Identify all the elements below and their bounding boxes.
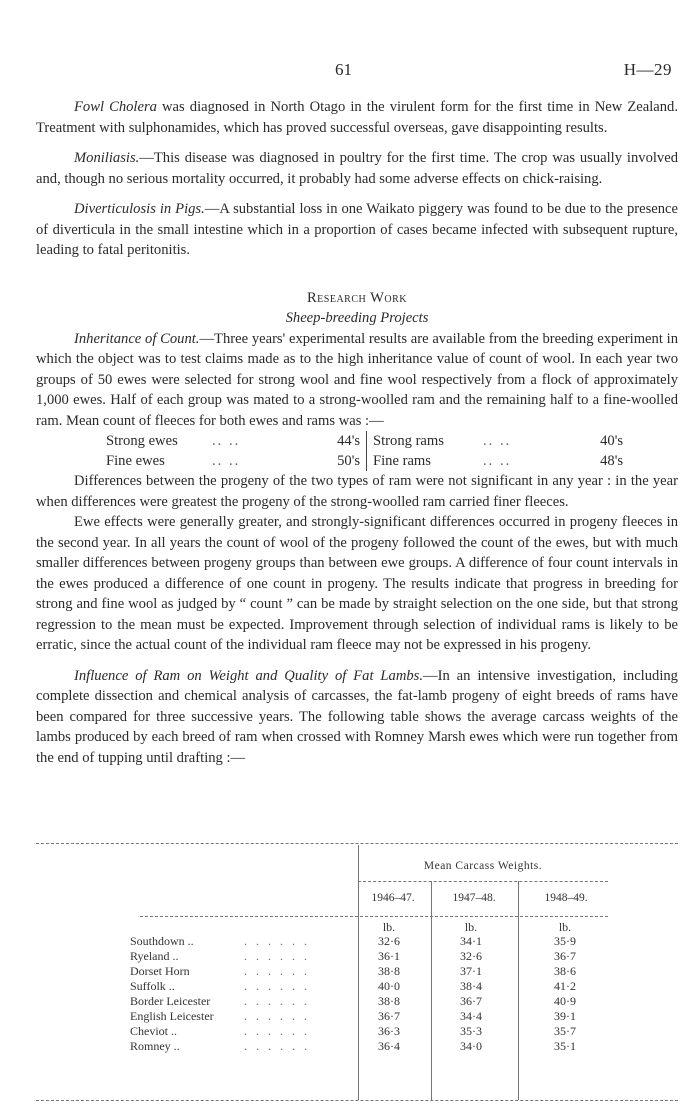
influence-text: —In an intensive investigation, including complete dissection and chemical analysis of carcasses, the fat-lamb progeny of eight breeds of rams have been compared for three successive years. The following table shows the average carcass weights of the lambs produced by each breed of ram when crossed with Romney Marsh ewes which were run together from the end of tupping until drafting :— xyxy=(36,667,678,766)
weight-value: 35·3 xyxy=(460,1024,482,1038)
breed-name: Dorset Horn xyxy=(130,964,190,978)
weight-value: 36·7 xyxy=(554,949,576,963)
fleece-left-value: 50's xyxy=(302,451,367,471)
paragraph-ewe-effects: Ewe effects were generally greater, and strongly-significant differences occurred in progeny fleeces in the second year. In all years the count of wool of the progeny followed the count of the ewes, but with much smaller differences between progeny groups than between ewe groups. A difference of four count intervals in the ewes produced a difference of one count in progeny. The results indicate that progress in breeding for strong and fine wool as judged by “ count ” can be made by straight selection on the one side, but that strong regression to the mean must be expected. Improvement through selection of individual rams is likely to be erratic, since the actual count of the individual ram fleece may not be expressed in his progeny. xyxy=(36,514,678,653)
inheritance-text: —Three years' experimental results are available from the breeding experiment in which the object was to test claims made as to the high inheritance value of count of wool. In each year two groups of 50 ewes were selected for strong wool and fine wool respectively from a flock of approximately 1,000 ewes. Half of each group was mated to a strong-woolled ram and the remaining half to a fine-woolled ram. Mean count of fleeces for both ewes and rams was :— xyxy=(36,330,678,429)
weight-value: 35·9 xyxy=(554,934,576,948)
row-leader-dots: . . . . . . xyxy=(244,1009,310,1023)
unit-label: lb. xyxy=(382,920,396,934)
breed-name: Suffolk .. xyxy=(130,979,175,993)
fleece-right-label: Fine rams xyxy=(373,453,431,469)
moniliasis-text: —This disease was diagnosed in poultry for the first time. The crop was usually involved and, though no serious mortality occurred, it probably had some adverse effects on chick-raising. xyxy=(36,150,678,187)
table-row xyxy=(130,934,610,948)
paragraph-fowl-cholera xyxy=(36,97,678,138)
row-leader-dots: . . . . . . xyxy=(244,979,310,993)
fleece-left-label: Strong ewes xyxy=(106,433,178,449)
table-group-header: Mean Carcass Weights. xyxy=(423,860,543,872)
moniliasis-title: Moniliasis. xyxy=(74,150,140,166)
table-unit-row xyxy=(130,920,610,934)
weight-value: 36·1 xyxy=(378,949,400,963)
fleece-right-value: 40's xyxy=(600,433,623,449)
fleece-left-value: 44's xyxy=(302,431,367,451)
weight-value: 39·1 xyxy=(554,1009,576,1023)
influence-title: Influence of Ram on Weight and Quality of Fat Lambs. xyxy=(74,667,423,684)
row-leader-dots: . . . . . . xyxy=(244,994,310,1008)
paragraph-influence xyxy=(36,666,678,769)
table-row xyxy=(130,1024,610,1038)
fleece-left-dots: .. .. xyxy=(212,453,241,469)
breed-name: Ryeland .. xyxy=(130,949,179,963)
diverticulosis-title: Diverticulosis in Pigs. xyxy=(74,201,205,217)
weight-value: 38·4 xyxy=(460,979,482,993)
fleece-right-dots: .. .. xyxy=(483,433,512,449)
breed-name: Romney .. xyxy=(130,1039,180,1053)
breed-name: Border Leicester xyxy=(130,994,211,1008)
weight-value: 36·3 xyxy=(378,1024,400,1038)
weight-value: 36·7 xyxy=(460,994,482,1008)
table-row xyxy=(130,1009,610,1023)
row-leader-dots: . . . . . . xyxy=(244,964,310,978)
table-header-rule xyxy=(358,881,608,882)
weight-value: 38·6 xyxy=(554,964,576,978)
section-subheading: Sheep-breeding Projects xyxy=(285,310,429,326)
fleece-left-label: Fine ewes xyxy=(106,453,165,469)
diverticulosis-text: —A substantial loss in one Waikato piggery was found to be due to the presence of diverticula in the small intestine which in a proportion of cases became infected with subsequent rupture, leading to fatal peritonitis. xyxy=(36,201,678,258)
weight-value: 41·2 xyxy=(554,979,576,993)
breed-name: English Leicester xyxy=(130,1009,214,1023)
fleece-right-label: Strong rams xyxy=(373,433,444,449)
paragraph-differences: Differences between the progeny of the two types of ram were not significant in any year : in the year when differences were greatest the progeny of the strong-woolled ram carried finer fleeces. xyxy=(36,473,678,510)
weight-value: 35·1 xyxy=(554,1039,576,1053)
table-row xyxy=(130,964,610,978)
breed-name: Southdown .. xyxy=(130,934,194,948)
paragraph-moniliasis xyxy=(36,148,678,189)
weight-value: 34·0 xyxy=(460,1039,482,1053)
fleece-right-value: 48's xyxy=(600,453,623,469)
fleece-right-dots: .. .. xyxy=(483,453,512,469)
fleece-row xyxy=(106,431,623,451)
weight-value: 37·1 xyxy=(460,964,482,978)
weight-value: 36·4 xyxy=(378,1039,400,1053)
row-leader-dots: . . . . . . xyxy=(244,949,310,963)
paragraph-diverticulosis xyxy=(36,199,678,261)
section-heading: Research Work xyxy=(306,289,408,306)
table-bottom-rule xyxy=(36,1100,678,1101)
table-row xyxy=(130,994,610,1008)
paragraph-inheritance xyxy=(36,329,678,432)
weight-value: 35·7 xyxy=(554,1024,576,1038)
weight-value: 32·6 xyxy=(460,949,482,963)
row-leader-dots: . . . . . . xyxy=(244,934,310,948)
document-code: H—29 xyxy=(623,60,672,79)
weight-value: 32·6 xyxy=(378,934,400,948)
table-year-header: 1948–49. xyxy=(544,892,588,904)
weight-value: 38·8 xyxy=(378,964,400,978)
table-row xyxy=(130,979,610,993)
weight-value: 40·0 xyxy=(378,979,400,993)
fowl-cholera-text: was diagnosed in North Otago in the virulent form for the first time in New Zealand. Treatment with sulphonamides, which has proved successful overseas, gave disappointing results. xyxy=(36,99,678,136)
fowl-cholera-title: Fowl Cholera xyxy=(74,99,157,115)
table-subheader-rule xyxy=(140,916,608,917)
unit-label: lb. xyxy=(464,920,478,934)
weight-value: 40·9 xyxy=(554,994,576,1008)
row-leader-dots: . . . . . . xyxy=(244,1024,310,1038)
weight-value: 34·4 xyxy=(460,1009,482,1023)
page-number: 61 xyxy=(335,60,352,79)
fleece-count-table xyxy=(106,431,623,471)
body-text xyxy=(36,97,678,768)
table-year-header: 1947–48. xyxy=(452,892,496,904)
weight-value: 36·7 xyxy=(378,1009,400,1023)
table-row xyxy=(130,1039,610,1053)
row-leader-dots: . . . . . . xyxy=(244,1039,310,1053)
weight-value: 34·1 xyxy=(460,934,482,948)
inheritance-title: Inheritance of Count. xyxy=(74,330,200,347)
weight-value: 38·8 xyxy=(378,994,400,1008)
unit-label: lb. xyxy=(558,920,572,934)
breed-name: Cheviot .. xyxy=(130,1024,177,1038)
fleece-row xyxy=(106,451,623,471)
table-year-header: 1946–47. xyxy=(371,892,415,904)
table-top-rule xyxy=(36,843,678,844)
table-row xyxy=(130,949,610,963)
fleece-left-dots: .. .. xyxy=(212,433,241,449)
